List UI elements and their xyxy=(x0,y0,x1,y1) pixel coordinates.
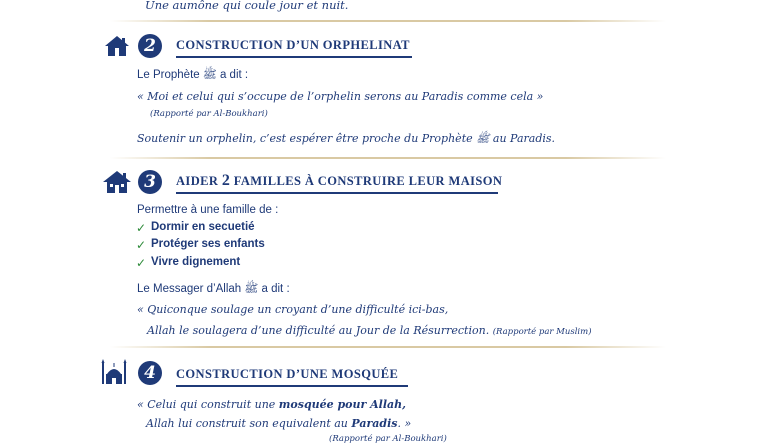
quote-text: Allah le soulagera d’une difficulté au Jour de la Résurrection. xyxy=(147,324,490,337)
section-number: 3 xyxy=(138,170,162,194)
section-title xyxy=(176,172,502,190)
check-icon: ✓ xyxy=(136,256,147,270)
list-intro: Permettre à une famille de : xyxy=(137,204,279,216)
check-icon: ✓ xyxy=(136,238,147,252)
list-item: Protéger ses enfants xyxy=(151,238,265,250)
hadith-quote-line2 xyxy=(147,324,592,337)
intro-line: Une aumône qui coule jour et nuit. xyxy=(145,0,349,12)
hadith-quote-line1 xyxy=(137,398,406,411)
quote-emphasis: Paradis xyxy=(351,417,398,430)
quote-text: « Celui qui construit une xyxy=(137,398,279,411)
hadith-quote-line1: « Quiconque soulage un croyant d’une difficulté ici-bas, xyxy=(137,303,449,316)
mosque-icon xyxy=(99,356,129,386)
divider xyxy=(110,157,666,159)
divider xyxy=(110,346,666,348)
house-icon xyxy=(102,170,132,194)
hadith-quote-line2 xyxy=(146,417,411,430)
title-underline xyxy=(176,56,412,58)
quote-text: . » xyxy=(397,417,412,430)
title-number: 2 xyxy=(221,172,231,189)
section-title: CONSTRUCTION D’UN ORPHELINAT xyxy=(176,38,410,52)
section-number: 4 xyxy=(138,361,162,385)
section-title: CONSTRUCTION D’UNE MOSQUÉE xyxy=(176,367,399,381)
house-icon xyxy=(104,35,130,57)
quote-text: Allah lui construit son equivalent au xyxy=(146,417,352,430)
hadith-reference: (Rapporté par Muslim) xyxy=(492,327,592,337)
title-part: FAMILLES À CONSTRUIRE LEUR MAISON xyxy=(230,174,503,188)
hadith-speaker: Le Messager d’Allah ﷺ a dit : xyxy=(137,283,290,295)
section-conclusion: Soutenir un orphelin, c’est espérer être proche du Prophète ﷺ au Paradis. xyxy=(137,132,556,145)
title-underline xyxy=(176,192,498,194)
title-part: AIDER xyxy=(176,174,222,188)
check-icon: ✓ xyxy=(136,221,147,235)
hadith-reference: (Rapporté par Al-Boukhari) xyxy=(329,434,447,444)
list-item: Dormir en secuetié xyxy=(151,221,255,233)
divider xyxy=(110,20,666,22)
hadith-reference: (Rapporté par Al-Boukhari) xyxy=(150,109,268,119)
quote-emphasis: mosquée pour Allah, xyxy=(278,398,406,411)
section-number: 2 xyxy=(138,34,162,58)
title-underline xyxy=(176,385,408,387)
hadith-quote: « Moi et celui qui s’occupe de l’orphelin serons au Paradis comme cela » xyxy=(137,90,544,103)
hadith-speaker: Le Prophète ﷺ a dit : xyxy=(137,69,249,81)
list-item: Vivre dignement xyxy=(151,256,241,268)
